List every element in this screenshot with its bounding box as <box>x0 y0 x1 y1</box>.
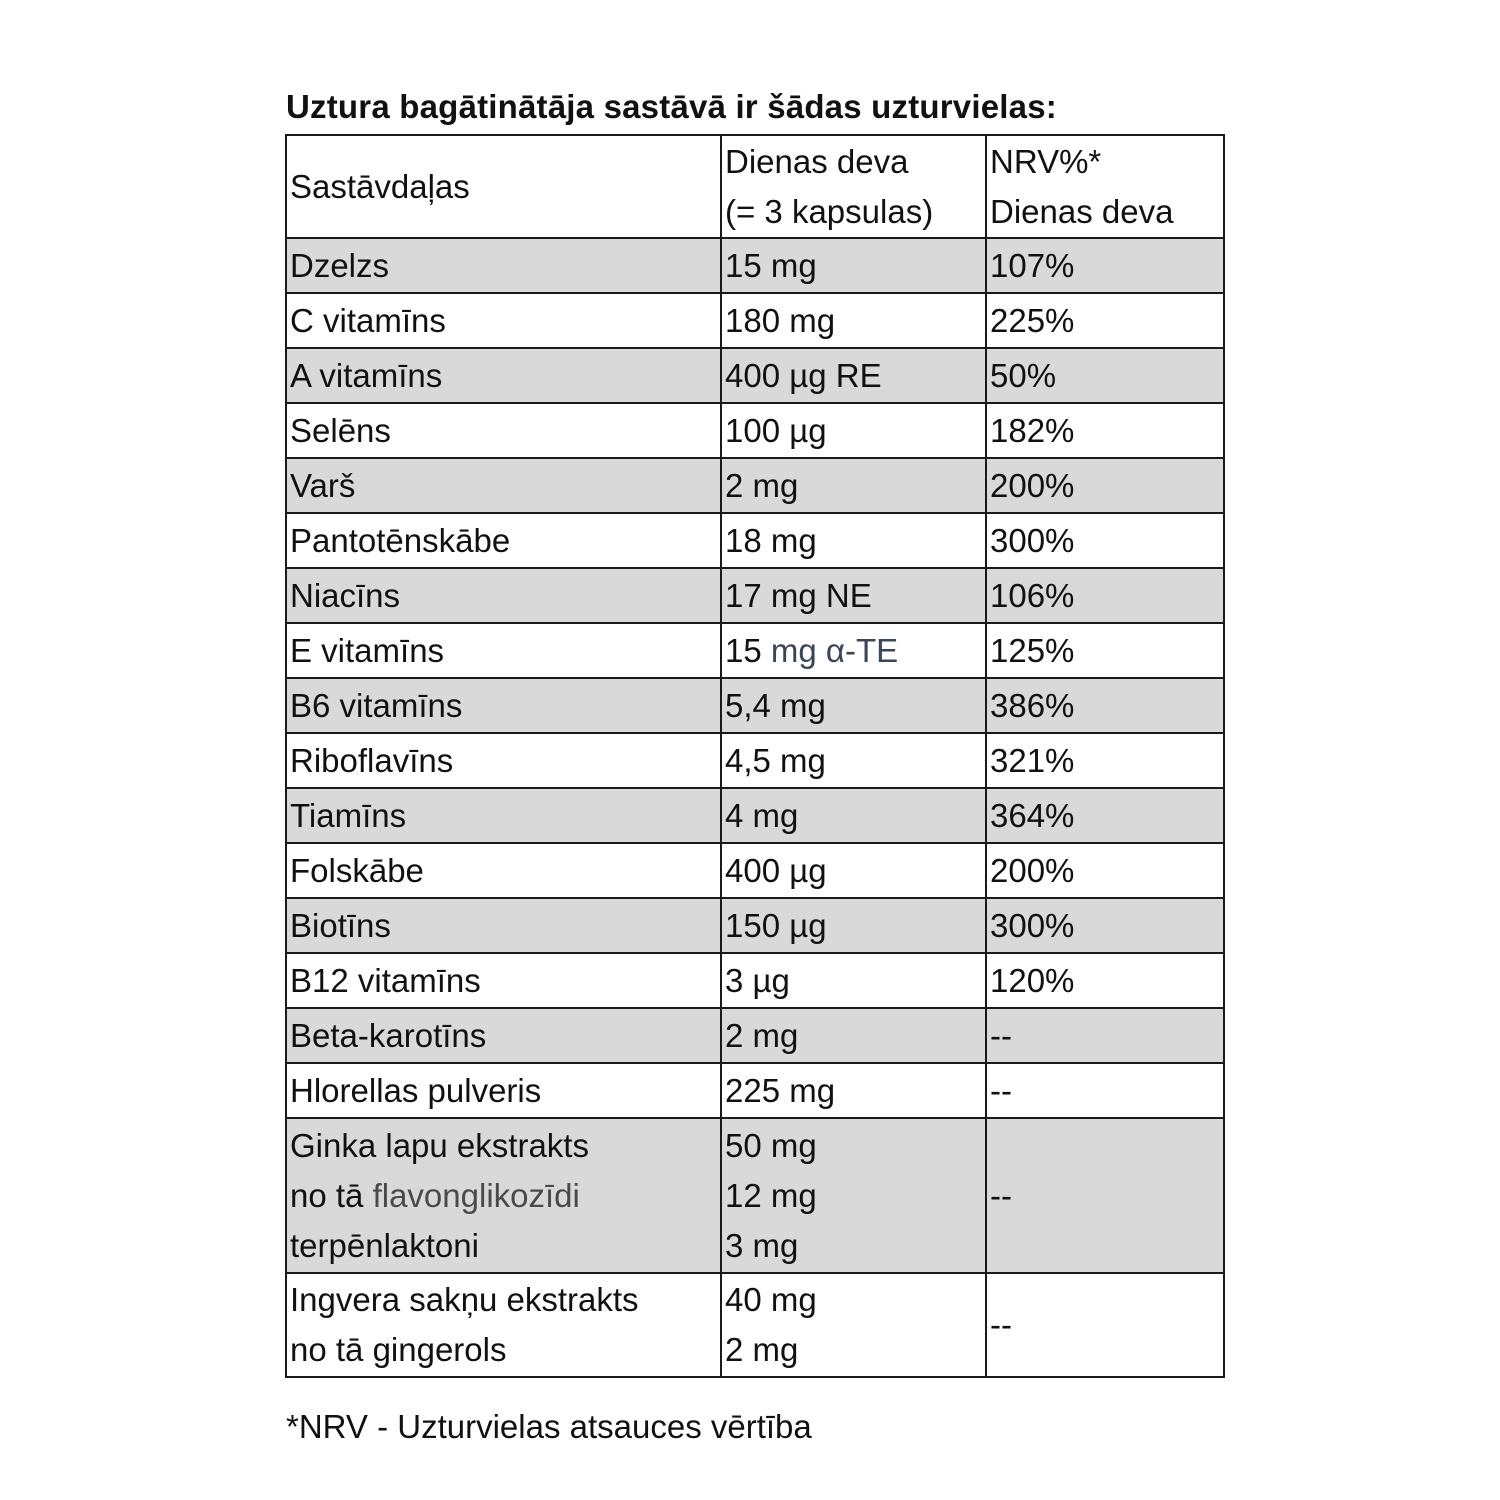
ingredient-dose <box>721 623 986 678</box>
table-row <box>286 1008 1224 1063</box>
table-row <box>286 568 1224 623</box>
ingredient-nrv: 386% <box>986 678 1224 733</box>
ginkgo-name-line3: terpēnlaktoni <box>290 1226 479 1264</box>
ingredient-nrv: 106% <box>986 568 1224 623</box>
ingredient-dose: 15 mg <box>721 238 986 293</box>
ingredient-name <box>286 1273 721 1377</box>
table-row <box>286 843 1224 898</box>
ingredient-nrv: 300% <box>986 513 1224 568</box>
header-daily-dose <box>721 135 986 238</box>
header-nrv <box>986 135 1224 238</box>
ingredient-dose: 5,4 mg <box>721 678 986 733</box>
ingredient-dose: 150 µg <box>721 898 986 953</box>
ingredient-nrv: 50% <box>986 348 1224 403</box>
ingredient-nrv: 107% <box>986 238 1224 293</box>
ingredient-name: Beta-karotīns <box>286 1008 721 1063</box>
ingredient-name: Niacīns <box>286 568 721 623</box>
table-row <box>286 788 1224 843</box>
ginkgo-dose-line2: 12 mg <box>725 1176 817 1214</box>
ginkgo-name-line2 <box>290 1171 720 1221</box>
ingredient-name: Dzelzs <box>286 238 721 293</box>
footnote: *NRV - Uzturvielas atsauces vērtība <box>286 1408 812 1445</box>
table-row <box>286 623 1224 678</box>
header-daily-dose-line1: Dienas deva <box>725 142 909 180</box>
ginkgo-name-line1: Ginka lapu ekstrakts <box>290 1126 589 1164</box>
table-row-ginger <box>286 1273 1224 1377</box>
ingredient-nrv: -- <box>986 1008 1224 1063</box>
ingredient-nrv: 300% <box>986 898 1224 953</box>
ingredient-name: Biotīns <box>286 898 721 953</box>
ingredient-name: Riboflavīns <box>286 733 721 788</box>
ingredient-dose: 18 mg <box>721 513 986 568</box>
ingredient-dose: 400 µg RE <box>721 348 986 403</box>
ingredient-name: Hlorellas pulveris <box>286 1063 721 1118</box>
ginger-dose-line2: 2 mg <box>725 1331 799 1368</box>
ingredient-nrv: 200% <box>986 843 1224 898</box>
ingredient-dose: 4 mg <box>721 788 986 843</box>
nutrient-table <box>285 134 1225 1378</box>
table-row <box>286 678 1224 733</box>
table-row <box>286 733 1224 788</box>
ginkgo-dose-line3: 3 mg <box>725 1226 799 1264</box>
ingredient-name: Folskābe <box>286 843 721 898</box>
header-nrv-line2: Dienas deva <box>990 192 1174 230</box>
ginger-name-line2: no tā gingerols <box>290 1331 507 1368</box>
table-row <box>286 348 1224 403</box>
table-header-row <box>286 135 1224 238</box>
ingredient-dose: 400 µg <box>721 843 986 898</box>
ingredient-nrv: 364% <box>986 788 1224 843</box>
dose-unit: mg α-TE <box>770 631 899 669</box>
header-daily-dose-line2: (= 3 kapsulas) <box>725 192 934 230</box>
ingredient-dose: 2 mg <box>721 1008 986 1063</box>
table-row <box>286 953 1224 1008</box>
ingredient-dose: 100 µg <box>721 403 986 458</box>
page-title: Uztura bagātinātāja sastāvā ir šādas uzturvielas: <box>286 88 1057 125</box>
ingredient-nrv: 225% <box>986 293 1224 348</box>
ginkgo-name-prefix: no tā <box>290 1176 373 1214</box>
dose-amount: 15 <box>725 631 771 669</box>
ingredient-dose: 4,5 mg <box>721 733 986 788</box>
ingredient-name: Pantotēnskābe <box>286 513 721 568</box>
ingredient-dose <box>721 1273 986 1377</box>
ingredient-nrv: -- <box>986 1063 1224 1118</box>
ginkgo-flavonoids: flavonglikozīdi <box>372 1176 580 1214</box>
table-row <box>286 238 1224 293</box>
ingredient-nrv: 125% <box>986 623 1224 678</box>
ingredient-dose: 3 µg <box>721 953 986 1008</box>
ingredient-dose: 17 mg NE <box>721 568 986 623</box>
table-row-ginkgo <box>286 1118 1224 1273</box>
ingredient-nrv: 182% <box>986 403 1224 458</box>
ingredient-name: Selēns <box>286 403 721 458</box>
ingredient-nrv: 120% <box>986 953 1224 1008</box>
header-nrv-line1: NRV%* <box>990 142 1102 180</box>
ingredient-nrv: 200% <box>986 458 1224 513</box>
ingredient-name: Tiamīns <box>286 788 721 843</box>
ingredient-nrv: -- <box>986 1118 1224 1273</box>
ginkgo-dose-line1: 50 mg <box>725 1126 817 1164</box>
ingredient-name: E vitamīns <box>286 623 721 678</box>
ingredient-name: C vitamīns <box>286 293 721 348</box>
ingredient-dose: 225 mg <box>721 1063 986 1118</box>
ingredient-nrv: -- <box>986 1273 1224 1377</box>
table-row <box>286 293 1224 348</box>
ingredient-name: A vitamīns <box>286 348 721 403</box>
ingredient-name: B6 vitamīns <box>286 678 721 733</box>
ingredient-dose <box>721 1118 986 1273</box>
ingredient-nrv: 321% <box>986 733 1224 788</box>
ingredient-name <box>286 1118 721 1273</box>
ingredient-name: B12 vitamīns <box>286 953 721 1008</box>
table-row <box>286 1063 1224 1118</box>
table-row <box>286 513 1224 568</box>
ginger-name-line1: Ingvera sakņu ekstrakts <box>290 1281 639 1318</box>
ginger-dose-line1: 40 mg <box>725 1281 817 1318</box>
table-row <box>286 458 1224 513</box>
header-ingredients: Sastāvdaļas <box>286 135 721 238</box>
table-row <box>286 898 1224 953</box>
ingredient-name: Varš <box>286 458 721 513</box>
ingredient-dose: 180 mg <box>721 293 986 348</box>
table-row <box>286 403 1224 458</box>
ingredient-dose: 2 mg <box>721 458 986 513</box>
